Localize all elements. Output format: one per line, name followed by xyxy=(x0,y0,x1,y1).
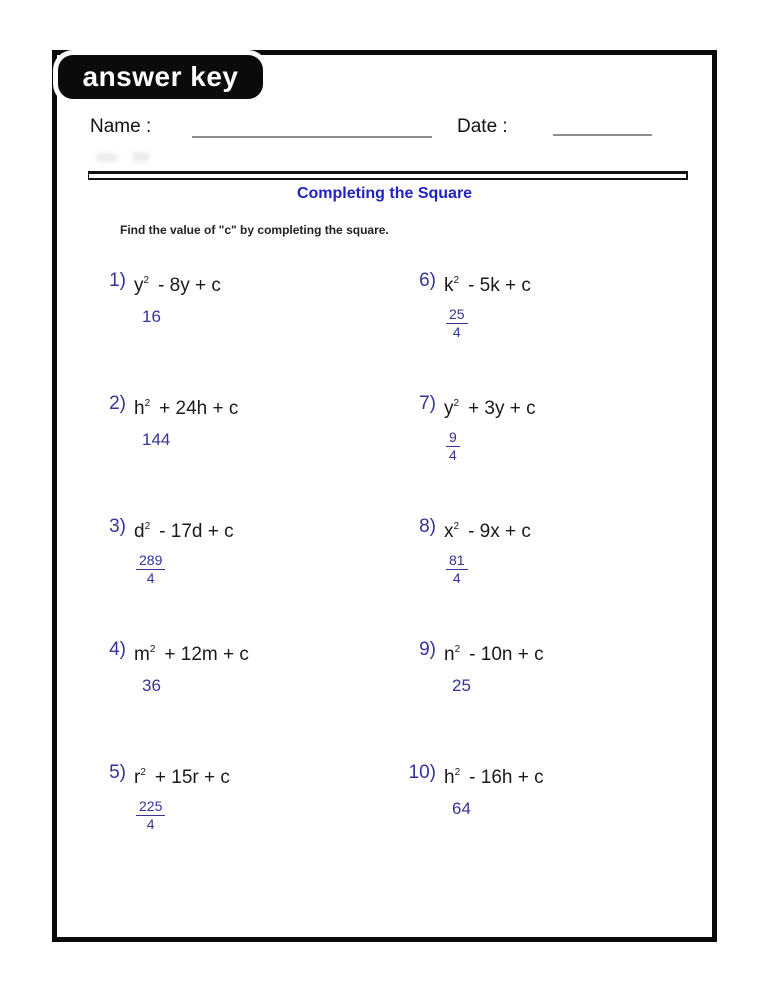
problem-item xyxy=(406,762,706,885)
problem-number: 3) xyxy=(109,516,126,537)
expression-terms: - 8y + c xyxy=(158,275,221,296)
answer-area xyxy=(142,676,396,716)
problem-expression-line xyxy=(406,516,706,543)
answer-area xyxy=(139,798,396,839)
fraction-numerator: 289 xyxy=(136,553,165,570)
expression-variable: h xyxy=(134,398,145,419)
problem-expression xyxy=(134,393,238,420)
problem-number: 9) xyxy=(419,639,436,660)
expression-variable: y xyxy=(444,398,454,419)
expression-terms: - 5k + c xyxy=(468,275,531,296)
worksheet-title: Completing the Square xyxy=(296,185,473,202)
problem-expression xyxy=(134,516,234,543)
problem-expression xyxy=(444,639,544,666)
name-label: Name : xyxy=(90,116,152,137)
problem-item xyxy=(406,270,706,393)
name-blank-line xyxy=(192,136,432,138)
answer-area xyxy=(139,552,396,593)
expression-exponent: 2 xyxy=(149,644,156,655)
fraction-denominator: 4 xyxy=(452,324,461,340)
answer-fraction xyxy=(136,553,165,586)
answer-fraction xyxy=(446,553,468,586)
expression-variable: n xyxy=(444,644,455,665)
expression-terms: + 12m + c xyxy=(164,644,249,665)
answer-fraction xyxy=(446,307,468,340)
expression-variable: d xyxy=(134,521,145,542)
problem-expression xyxy=(444,393,536,420)
answer-area xyxy=(449,429,706,470)
problem-number: 7) xyxy=(419,393,436,414)
problems-column-right xyxy=(406,270,706,885)
problem-number: 10) xyxy=(408,762,436,783)
answer-fraction xyxy=(446,430,460,463)
problem-expression xyxy=(444,516,531,543)
problem-expression xyxy=(134,762,230,789)
answer-area xyxy=(449,306,706,347)
expression-terms: + 24h + c xyxy=(159,398,239,419)
problem-item xyxy=(96,639,396,762)
problem-item xyxy=(406,516,706,639)
expression-terms: - 9x + c xyxy=(468,521,531,542)
expression-terms: - 16h + c xyxy=(469,767,544,788)
answer-value: 64 xyxy=(452,799,471,818)
expression-terms: + 3y + c xyxy=(468,398,536,419)
fraction-denominator: 4 xyxy=(146,816,155,832)
problem-item xyxy=(96,270,396,393)
problem-number: 5) xyxy=(109,762,126,783)
expression-variable: r xyxy=(134,767,141,788)
expression-exponent: 2 xyxy=(453,275,460,286)
problem-expression-line xyxy=(406,639,706,666)
problem-item xyxy=(96,516,396,639)
problem-expression-line xyxy=(96,393,396,420)
answer-area xyxy=(142,307,396,347)
fraction-denominator: 4 xyxy=(146,570,155,586)
problem-item xyxy=(96,393,396,516)
expression-exponent: 2 xyxy=(143,275,150,286)
problem-expression-line xyxy=(96,516,396,543)
answer-key-badge xyxy=(58,55,263,99)
expression-exponent: 2 xyxy=(140,767,146,778)
problem-number: 4) xyxy=(109,639,126,660)
problem-number: 1) xyxy=(109,270,126,291)
problem-expression xyxy=(134,639,249,666)
problem-expression-line xyxy=(406,393,706,420)
problem-expression-line xyxy=(96,762,396,789)
expression-variable: y xyxy=(134,275,144,296)
problem-number: 8) xyxy=(419,516,436,537)
problem-expression xyxy=(134,270,221,297)
problem-item xyxy=(406,393,706,516)
worksheet-instruction: Find the value of "c" by completing the square. xyxy=(120,223,389,237)
problem-expression-line xyxy=(406,270,706,297)
problem-expression-line xyxy=(96,270,396,297)
answer-area xyxy=(452,799,706,839)
expression-terms: - 10n + c xyxy=(469,644,544,665)
expression-exponent: 2 xyxy=(144,521,151,532)
expression-exponent: 2 xyxy=(454,767,461,778)
answer-area xyxy=(449,552,706,593)
expression-variable: k xyxy=(444,275,454,296)
fraction-numerator: 225 xyxy=(136,799,165,816)
problem-number: 2) xyxy=(109,393,126,414)
problem-expression xyxy=(444,270,531,297)
answer-value: 25 xyxy=(452,676,471,695)
fraction-numerator: 9 xyxy=(446,430,460,447)
date-blank-line xyxy=(553,134,652,136)
faded-print-smudge xyxy=(96,153,118,162)
problems-column-left xyxy=(96,270,396,885)
fraction-denominator: 4 xyxy=(449,447,457,463)
date-label: Date : xyxy=(457,116,508,137)
answer-key-badge-label: answer key xyxy=(82,61,239,92)
expression-variable: h xyxy=(444,767,455,788)
problem-number: 6) xyxy=(419,270,436,291)
fraction-numerator: 81 xyxy=(446,553,468,570)
faded-print-smudge xyxy=(133,152,149,162)
answer-area xyxy=(142,430,396,470)
header-divider xyxy=(88,171,688,180)
fraction-denominator: 4 xyxy=(452,570,461,586)
expression-variable: x xyxy=(444,521,454,542)
answer-area xyxy=(452,676,706,716)
expression-terms: - 17d + c xyxy=(159,521,234,542)
problem-expression-line xyxy=(96,639,396,666)
fraction-numerator: 25 xyxy=(446,307,468,324)
expression-exponent: 2 xyxy=(453,521,460,532)
answer-value: 144 xyxy=(142,430,171,449)
answer-value: 36 xyxy=(142,676,161,695)
expression-exponent: 2 xyxy=(144,398,151,409)
expression-exponent: 2 xyxy=(453,398,460,409)
answer-value: 16 xyxy=(142,307,161,326)
problem-item xyxy=(406,639,706,762)
expression-variable: m xyxy=(134,644,150,665)
expression-terms: + 15r + c xyxy=(154,767,230,788)
expression-exponent: 2 xyxy=(454,644,461,655)
problem-expression xyxy=(444,762,544,789)
problem-item xyxy=(96,762,396,885)
problem-expression-line xyxy=(406,762,706,789)
answer-fraction xyxy=(136,799,165,832)
